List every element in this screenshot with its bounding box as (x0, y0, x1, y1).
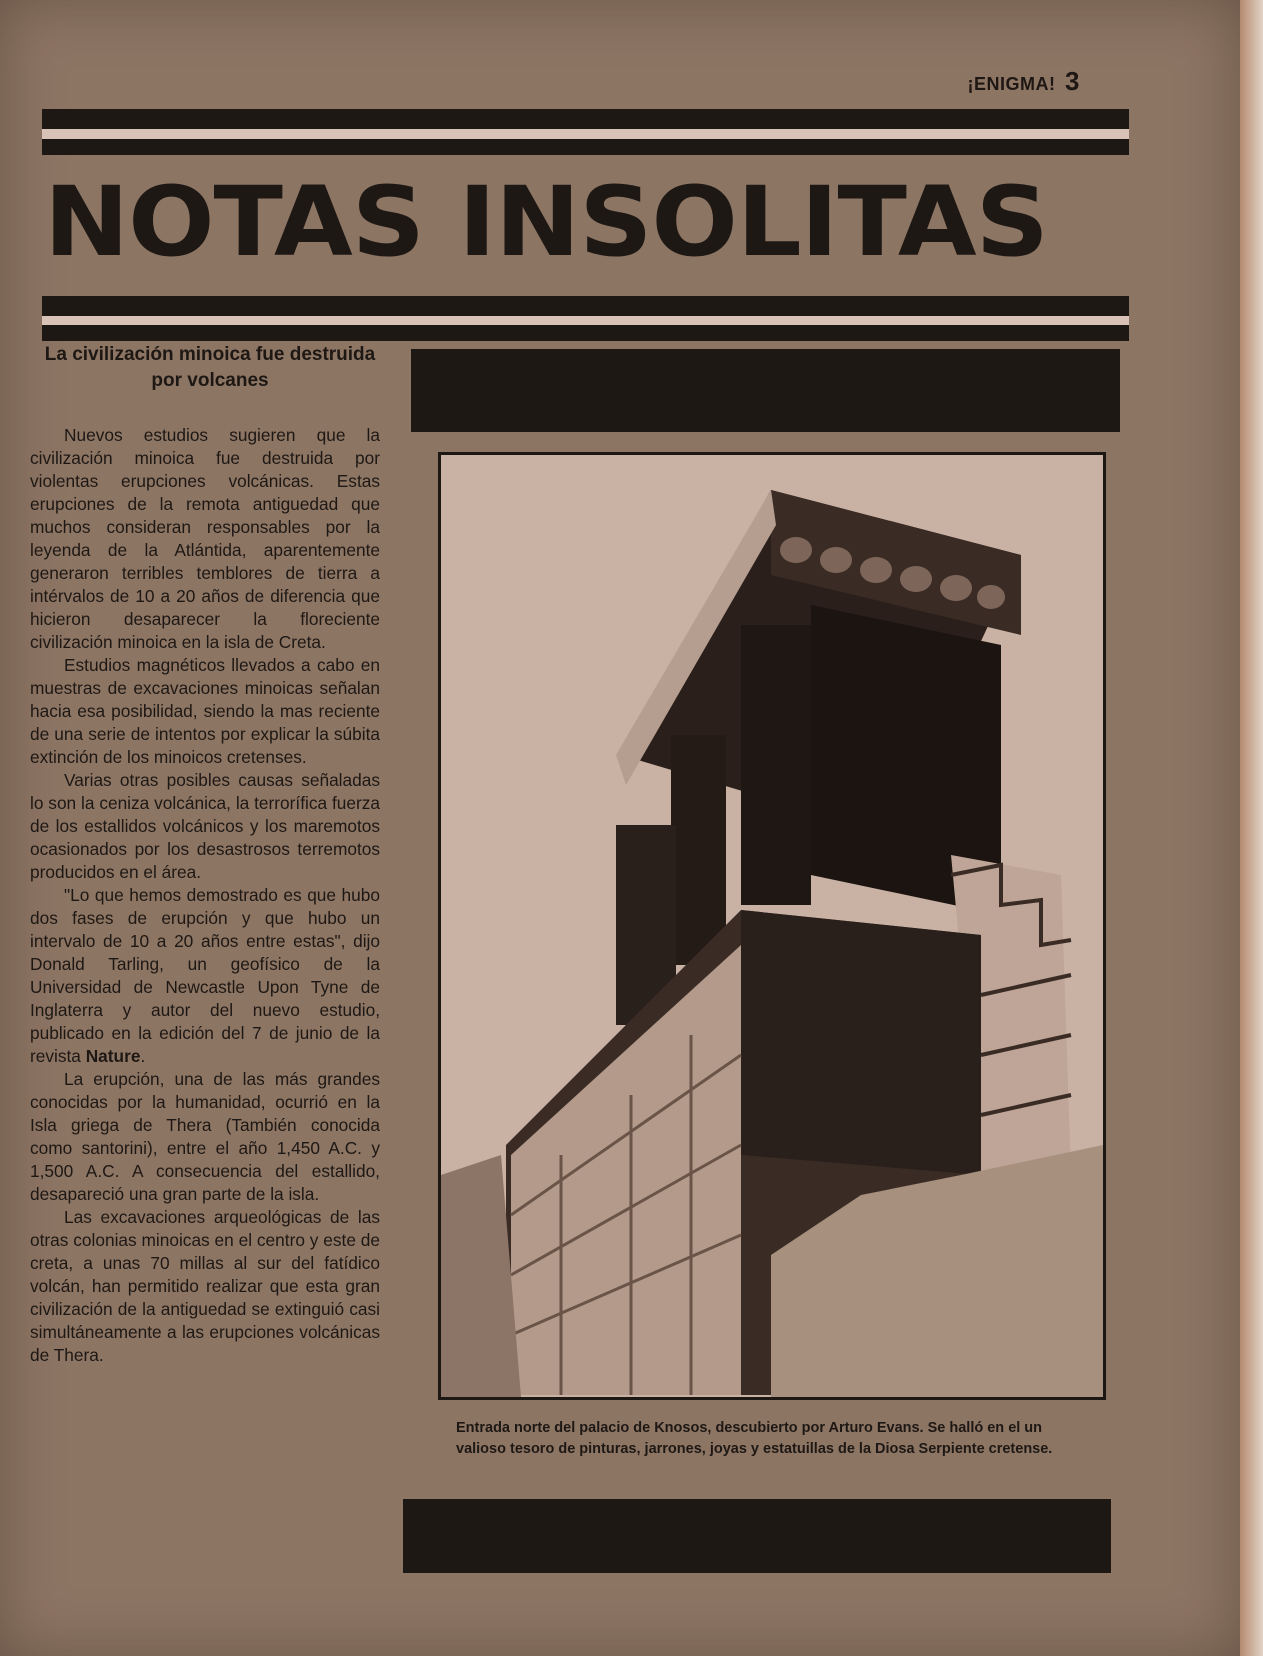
bottom-rule (42, 296, 1129, 341)
article-headline: La civilización minoica fue destruida por volcanes (44, 344, 376, 391)
page-number: 3 (1065, 66, 1080, 96)
article-quote-paragraph: "Lo que hemos demostrado es que hubo dos fases de erupción y que hubo un intervalo de 10 a 20 años entre estas", dijo Donald Tarling, un geofísico de la Universidad de Newcastle Upon Tyne de Inglaterra y autor del nuevo estudio, publicado en la edición del 7 de junio de la revista Nature. (30, 885, 380, 1066)
photo-caption: Entrada norte del palacio de Knosos, descubierto por Arturo Evans. Se halló en el un valioso tesoro de pinturas, jarrones, joyas y estatuillas de la Diosa Serpiente cretense. (456, 1420, 1053, 1457)
article-paragraph: Las excavaciones arqueológicas de las otras colonias minoicas en el centro y este de creta, a unas 70 millas al sur del fatídico volcán, han permitido realizar que esta gran civilización de la antiguedad se extinguió casi simultáneamente a las erupciones volcánicas de Thera. (30, 1207, 380, 1365)
bottom-black-panel (403, 1499, 1111, 1573)
palace-illustration (441, 455, 1103, 1397)
knossos-photo (438, 452, 1106, 1400)
magazine-name: ¡ENIGMA! (967, 74, 1056, 94)
article-paragraph: Varias otras posibles causas señaladas lo son la ceniza volcánica, la terrorífica fuerza de los estallidos volcánicos y los maremotos ocasionados por los desastrosos terremotos producidos en el área. (30, 770, 380, 882)
page-header (968, 66, 1080, 97)
article-paragraph: Nuevos estudios sugieren que la civilización minoica fue destruida por violentas erupciones volcánicas. Estas erupciones de la remota antiguedad que muchos consideran responsables por la leyenda de la Atlántida, aparentemente generaron terribles temblores de tierra a intérvalos de 10 a 20 años de diferencia que hicieron desaparecer la floreciente civilización minoica en la isla de Creta. (30, 425, 380, 652)
page-edge (1240, 0, 1263, 1656)
top-black-panel (411, 349, 1120, 432)
article-body (30, 424, 380, 1367)
article-paragraph: Estudios magnéticos llevados a cabo en muestras de excavaciones minoicas señalan hacia esa posibilidad, siendo la mas reciente de una serie de intentos por explicar la súbita extinción de los minoicos cretenses. (30, 655, 380, 767)
journal-name: Nature (85, 1046, 141, 1066)
top-rule (42, 109, 1129, 155)
section-title: NOTAS INSOLITAS (44, 166, 1048, 278)
article-paragraph: La erupción, una de las más grandes conocidas por la humanidad, ocurrió en la Isla griega de Thera (También conocida como santorini), entre el año 1,450 A.C. y 1,500 A.C. A consecuencia del estallido, desapareció una gran parte de la isla. (30, 1069, 380, 1204)
